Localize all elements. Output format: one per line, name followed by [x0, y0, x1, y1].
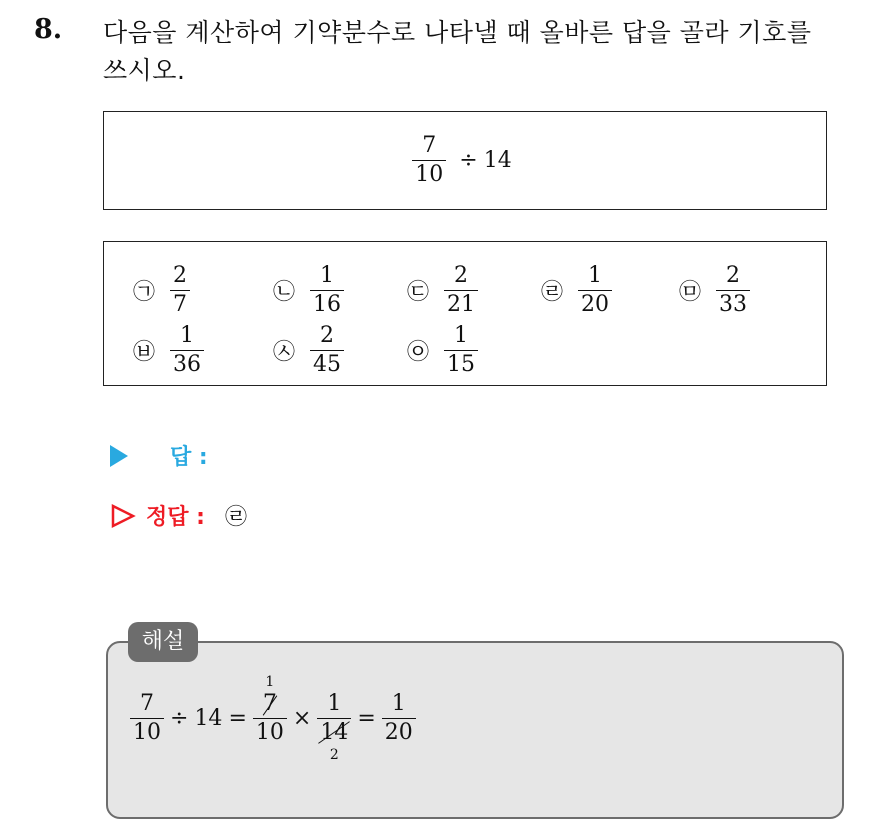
choice-mark: ㉢ — [406, 280, 429, 305]
choice-3[interactable] — [406, 264, 478, 317]
choice-mark: ㉥ — [132, 340, 155, 365]
equals-sign: = — [228, 706, 247, 731]
numerator: 7 — [262, 691, 277, 716]
solution-fraction-2 — [253, 674, 287, 745]
solution-fraction-3 — [317, 691, 351, 763]
choice-numerator: 2 — [173, 263, 187, 288]
solution-fraction-1 — [130, 692, 164, 745]
choice-denominator: 33 — [719, 292, 747, 317]
denominator: 14 — [320, 720, 349, 745]
problem-numerator: 7 — [422, 133, 437, 158]
choice-mark: ㉡ — [272, 280, 295, 305]
choice-5[interactable] — [678, 264, 750, 317]
choice-denominator: 20 — [581, 292, 609, 317]
problem-fraction — [412, 134, 446, 187]
question-text-line2: 쓰시오. — [103, 56, 186, 85]
correct-answer-line — [110, 500, 247, 531]
choice-denominator: 21 — [447, 292, 475, 317]
solution-tab: 해설 — [128, 622, 198, 662]
solution-result — [382, 692, 416, 745]
equals-sign: = — [357, 706, 376, 731]
choice-numerator: 1 — [588, 263, 602, 288]
question-text-line1: 다음을 계산하여 기약분수로 나타낼 때 올바른 답을 골라 기호를 — [103, 18, 812, 47]
correct-answer-value: ㉣ — [224, 505, 247, 530]
choice-fraction — [716, 264, 750, 317]
answer-line — [110, 440, 208, 471]
filled-triangle-icon — [110, 445, 128, 467]
choice-mark: ㉤ — [678, 280, 701, 305]
choice-8[interactable] — [406, 324, 478, 377]
choice-numerator: 2 — [726, 263, 740, 288]
reduced-numerator: 1 — [265, 674, 275, 690]
divisor-value: 14 — [194, 706, 223, 731]
problem-denominator: 10 — [415, 162, 444, 187]
choice-4[interactable] — [540, 264, 612, 317]
choice-fraction — [170, 264, 190, 317]
denominator: 10 — [255, 720, 284, 745]
choice-denominator: 45 — [313, 352, 341, 377]
problem-box — [103, 111, 827, 210]
choice-1[interactable] — [132, 264, 190, 317]
cancelled-denominator — [317, 719, 351, 763]
divide-operator: ÷ — [170, 706, 189, 731]
outlined-triangle-icon — [110, 503, 136, 529]
choice-denominator: 15 — [447, 352, 475, 377]
answer-label: 답 : — [170, 445, 208, 470]
choice-6[interactable] — [132, 324, 204, 377]
choice-fraction — [170, 324, 204, 377]
cancelled-numerator — [260, 674, 280, 718]
choice-mark: ㉦ — [272, 340, 295, 365]
choice-numerator: 2 — [320, 323, 334, 348]
reduced-denominator: 2 — [329, 747, 339, 763]
choice-mark: ㉣ — [540, 280, 563, 305]
choice-numerator: 2 — [454, 263, 468, 288]
problem-expression — [104, 134, 826, 187]
numerator: 1 — [391, 691, 406, 716]
choice-fraction — [578, 264, 612, 317]
choice-numerator: 1 — [320, 263, 334, 288]
choice-denominator: 16 — [313, 292, 341, 317]
choice-fraction — [444, 324, 478, 377]
choice-denominator: 7 — [173, 292, 187, 317]
choice-7[interactable] — [272, 324, 344, 377]
numerator: 7 — [140, 691, 154, 716]
times-operator: × — [292, 706, 312, 731]
choice-numerator: 1 — [180, 323, 194, 348]
choice-mark: ㉧ — [406, 340, 429, 365]
choices-box — [103, 241, 827, 386]
question-text — [103, 14, 863, 90]
question-number: 8. — [34, 14, 63, 45]
numerator: 1 — [327, 691, 342, 716]
problem-divisor: 14 — [483, 148, 512, 173]
denominator: 20 — [384, 720, 413, 745]
choice-fraction — [310, 264, 344, 317]
choice-fraction — [310, 324, 344, 377]
problem-operator: ÷ — [459, 148, 478, 173]
correct-answer-label: 정답 : — [146, 505, 205, 530]
solution-equation — [130, 674, 416, 763]
choice-denominator: 36 — [173, 352, 201, 377]
choice-2[interactable] — [272, 264, 344, 317]
choice-mark: ㉠ — [132, 280, 155, 305]
choice-fraction — [444, 264, 478, 317]
choice-numerator: 1 — [454, 323, 468, 348]
denominator: 10 — [133, 720, 161, 745]
